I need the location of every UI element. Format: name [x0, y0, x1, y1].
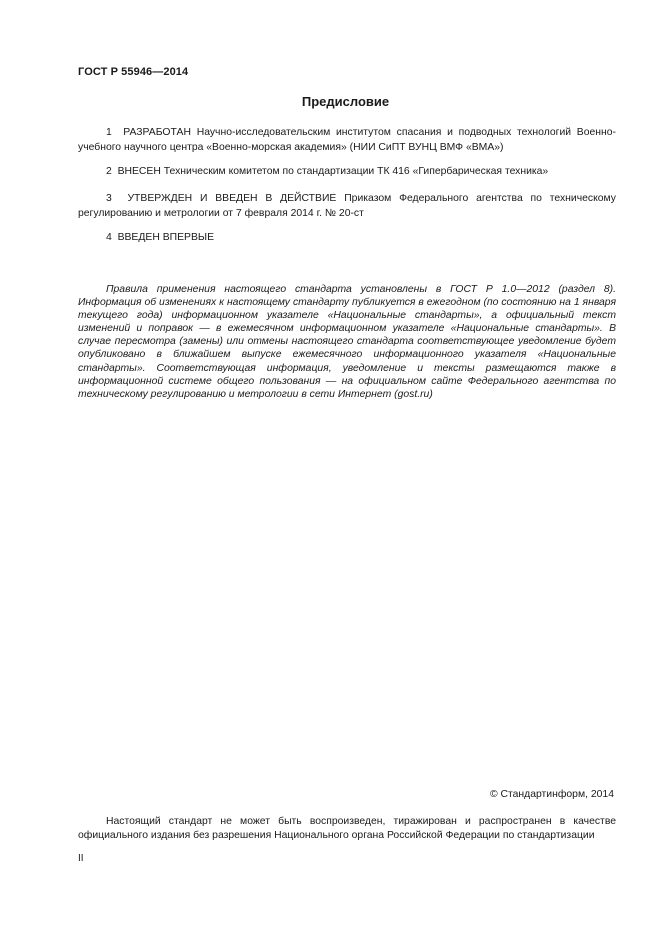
copyright-notice: © Стандартинформ, 2014 [489, 789, 614, 800]
page-number: II [78, 853, 84, 864]
preface-item-4 [78, 230, 616, 245]
reproduction-notice: Настоящий стандарт не может быть воспроизведен, тиражирован и распространен в качестве официального издания без разрешения Национального органа Российской Федерации по стандартизации [78, 816, 616, 841]
item-number: 3 [106, 193, 112, 204]
item-lead: ВНЕСЕН [117, 166, 161, 177]
item-text: Техническим комитетом по стандартизации ТК 416 «Гипербарическая техника» [163, 166, 549, 177]
item-number: 4 [106, 232, 112, 243]
preface-item-3 [78, 191, 616, 221]
item-number: 2 [106, 166, 112, 177]
item-number: 1 [106, 127, 112, 138]
document-code: ГОСТ Р 55946—2014 [78, 66, 189, 78]
preface-title: Предисловие [301, 94, 390, 109]
item-lead: ВВЕДЕН ВПЕРВЫЕ [117, 232, 215, 243]
item-lead: РАЗРАБОТАН [123, 127, 191, 138]
preface-item-2 [78, 164, 616, 179]
item-text: Приказом Федерального агентства по техническому регулированию и метрологии от 7 февраля 2014 г. № 20-ст [78, 193, 617, 219]
application-rules-note: Правила применения настоящего стандарта установлены в ГОСТ Р 1.0—2012 (раздел 8). Информация об изменениях к настоящему стандарту публикуется в ежегодном (по состоянию на 1 января текущего года) информационном указателе «Национальные стандарты», а официальный текст изменений и поправок — в ежемесячном информационном указателе «Национальные стандарты». В случае пересмотра (замены) или отмены настоящего стандарта соответствующее уведомление будет опубликовано в ближайшем выпуске ежемесячного информационного указателя «Национальные стандарты». Соответствующая информация, уведомление и тексты размещаются также в информационной системе общего пользования — на официальном сайте Федерального агентства по техническому регулированию и метрологии в сети Интернет (gost.ru) [78, 284, 616, 400]
item-lead: УТВЕРЖДЕН И ВВЕДЕН В ДЕЙСТВИЕ [127, 193, 337, 204]
preface-item-1 [78, 125, 616, 155]
item-text: Научно-исследовательским институтом спасания и подводных технологий Военно-учебного научного центра «Военно-морская академия» (НИИ СиПТ ВУНЦ ВМФ «ВМА») [78, 127, 617, 153]
